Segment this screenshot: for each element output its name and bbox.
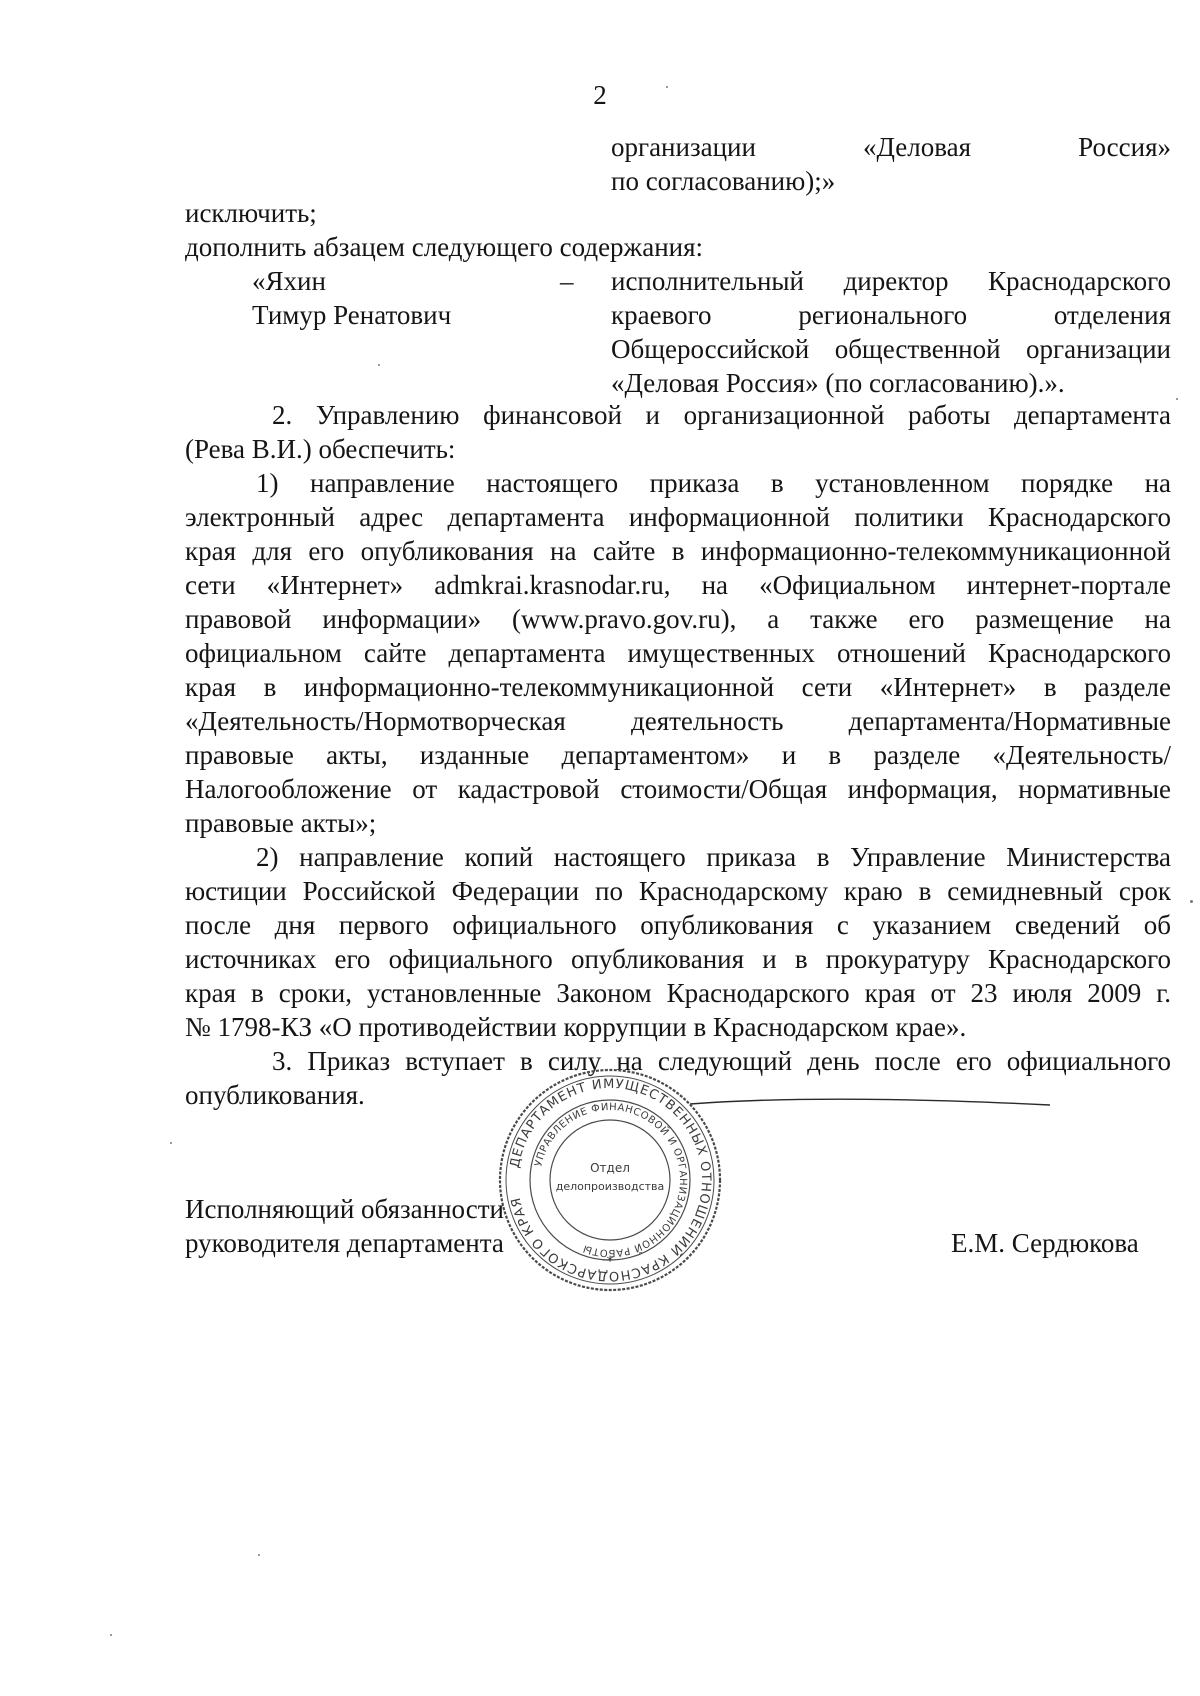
entry-position-line: «Деловая Россия» (по согласованию).». [611,368,1065,398]
item3-line: опубликования. [185,1080,365,1110]
sub1-line: правовой информации» (www.pravo.gov.ru), а также его размещение на [185,604,1171,634]
sub2-line: источниках его официального опубликования и в прокуратуру Краснодарского [185,944,1171,974]
sub1-line: 1) направление настоящего приказа в установленном порядке на [256,468,1171,498]
sub1-line: электронный адрес департамента информационной политики Краснодарского [185,502,1171,532]
scan-speck [1190,900,1193,903]
scan-speck [110,1634,112,1636]
scan-speck [1176,398,1178,400]
prev-entry-line-2: по согласованию);» [611,166,836,196]
official-stamp [496,1066,724,1294]
sub2-line: после дня первого официального опубликования с указанием сведений об [185,910,1171,940]
item2-line: 2. Управлению финансовой и организационной работы департамента [272,400,1171,430]
stamp-center-line-1: Отдел [590,1161,630,1175]
scan-speck [666,86,668,88]
stamp-inner-text: УПРАВЛЕНИЕ ФИНАНСОВОЙ И ОРГАНИЗАЦИОННОЙ РАБОТЫ [533,1101,689,1259]
add-paragraph-instruction: дополнить абзацем следующего содержания: [185,232,704,262]
sub1-line: правовые акты»; [185,808,377,838]
sub2-line: № 1798-КЗ «О противодействии коррупции в Краснодарском крае». [185,1012,967,1042]
entry-surname: «Яхин [252,266,326,296]
sub2-line: края в сроки, установленные Законом Краснодарского края от 23 июля 2009 г. [185,978,1171,1008]
entry-given-names: Тимур Ренатович [252,300,452,330]
entry-position-line: Общероссийской общественной организации [611,334,1171,364]
page-number: 2 [593,80,607,110]
signature-stroke [690,1096,1050,1108]
sub1-line: края в информационно-телекоммуникационной сети «Интернет» в разделе [185,672,1171,702]
signatory-name: Е.М. Сердюкова [951,1228,1139,1258]
stamp-outer-text: ДЕПАРТАМЕНТ ИМУЩЕСТВЕННЫХ ОТНОШЕНИЙ КРАСНОДАРСКОГО КРАЯ [507,1076,714,1284]
stamp-center-line-2: делопроизводства [555,1180,665,1193]
sub1-line: Налогообложение от кадастровой стоимости/Общая информация, нормативные [185,774,1171,804]
entry-position-line: краевого регионального отделения [611,300,1171,330]
stamp-star: * [606,1254,614,1270]
signatory-title-line-1: Исполняющий обязанности [185,1194,504,1224]
sub1-line: края для его опубликования на сайте в информационно-телекоммуникационной [185,536,1171,566]
sub2-line: юстиции Российской Федерации по Краснодарскому краю в семидневный срок [185,876,1171,906]
entry-position-line: исполнительный директор Краснодарского [611,266,1171,296]
item3-line: 3. Приказ вступает в силу на следующий день после его официального [272,1046,1171,1076]
scan-speck [378,364,380,366]
scan-speck [170,1142,172,1144]
exclude-instruction: исключить; [185,198,317,228]
sub2-line: 2) направление копий настоящего приказа в Управление Министерства [256,842,1171,872]
sub1-line: «Деятельность/Нормотворческая деятельность департамента/Нормативные [185,706,1171,736]
signatory-title-line-2: руководителя департамента [185,1228,504,1258]
item2-line: (Рева В.И.) обеспечить: [185,434,456,464]
sub1-line: официальном сайте департамента имущественных отношений Краснодарского [185,638,1171,668]
scan-speck [258,1554,260,1556]
sub1-line: сети «Интернет» admkrai.krasnodar.ru, на «Официальном интернет-портале [185,570,1171,600]
prev-entry-line-1: организации «Деловая Россия» [611,132,1171,162]
sub1-line: правовые акты, изданные департаментом» и в разделе «Деятельность/ [185,740,1171,770]
entry-dash: – [560,266,574,296]
